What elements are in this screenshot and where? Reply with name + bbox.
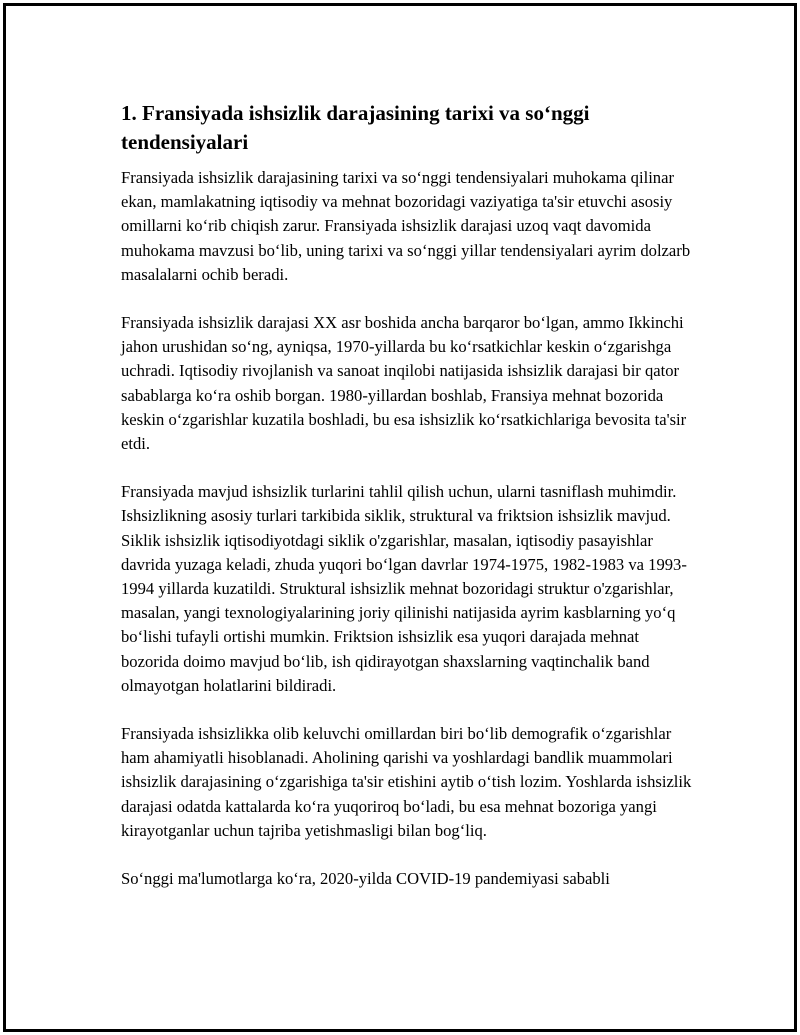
page-frame (3, 3, 797, 1032)
paragraph-2: Fransiyada ishsizlik darajasi XX asr boshida ancha barqaror bo‘lgan, ammo Ikkinchi jahon urushidan so‘ng, ayniqsa, 1970-yillarda bu ko‘rsatkichlar keskin o‘zgarishga uchradi. Iqtisodiy rivojlanish va sanoat inqilobi natijasida ishsizlik darajasi bir qator sabablarga ko‘ra oshib borgan. 1980-yillardan boshlab, Fransiya mehnat bozorida keskin o‘zgarishlar kuzatila boshladi, bu esa ishsizlik ko‘rsatkichlariga bevosita ta'sir etdi. (121, 313, 687, 454)
paragraph-1: Fransiyada ishsizlik darajasining tarixi va so‘nggi tendensiyalari muhokama qilinar ekan, mamlakatning iqtisodiy va mehnat bozoridagi vaziyatiga ta'sir etuvchi asosiy omillarni ko‘rib chiqish zarur. Fransiyada ishsizlik darajasi uzoq vaqt davomida muhokama mavzusi bo‘lib, uning tarixi va so‘nggi yillar tendensiyalari ayrim dolzarb masalalarni ochib beradi. (121, 168, 691, 284)
paragraph-3: Fransiyada mavjud ishsizlik turlarini tahlil qilish uchun, ularni tasniflash muhimdir. Ishsizlikning asosiy turlari tarkibida siklik, struktural va friktsion ishsizlik mavjud. Siklik ishsizlik iqtisodiyotdagi siklik o'zgarishlar, masalan, iqtisodiy pasayishlar davrida yuzaga keladi, zhuda yuqori bo‘lgan davrlar 1974-1975, 1982-1983 va 1993-1994 yillarda kuzatildi. Struktural ishsizlik mehnat bozoridagi struktur o'zgarishlar, masalan, yangi texnologiyalarining joriy qilinishi natijasida ayrim kasblarning yo‘q bo‘lishi tufayli ortishi mumkin. Friktsion ishsizlik esa yuqori darajada mehnat bozorida doimo mavjud bo‘lib, ish qidirayotgan shaxslarning vaqtinchalik band olmayotgan holatlarini bildiradi. (121, 482, 687, 695)
document-body (121, 99, 696, 915)
paragraph-4: Fransiyada ishsizlikka olib keluvchi omillardan biri bo‘lib demografik o‘zgarishlar ham ahamiyatli hisoblanadi. Aholining qarishi va yoshlardagi bandlik muammolari ishsizlik darajasining o‘zgarishiga ta'sir etishini aytib o‘tish lozim. Yoshlarda ishsizlik darajasi odatda kattalarda ko‘ra yuqoriroq bo‘ladi, bu esa mehnat bozoriga yangi kirayotganlar uchun tajriba yetishmasligi bilan bog‘liq. (121, 724, 692, 840)
paragraph-5: So‘nggi ma'lumotlarga ko‘ra, 2020-yilda COVID-19 pandemiyasi sababli (121, 869, 610, 889)
section-heading: 1. Fransiyada ishsizlik darajasining tarixi va so‘nggi tendensiyalari (121, 101, 590, 154)
